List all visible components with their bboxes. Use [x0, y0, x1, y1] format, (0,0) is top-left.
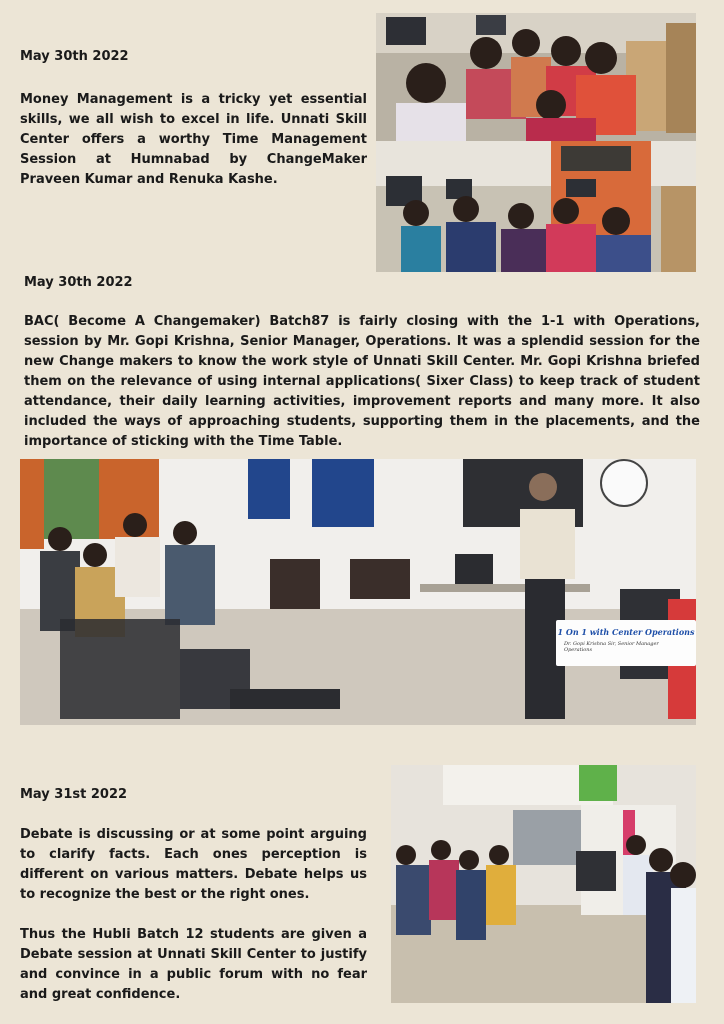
caption-subtitle: Dr. Gopi Krishna Sir, Senior Manager Operations	[564, 641, 659, 653]
section3-text-1: Debate is discussing or at some point arguing to clarify facts. Each ones perception is different on various matters. Debate helps us to recognize the best or the right ones.	[20, 827, 367, 902]
photo-operations-session	[20, 459, 696, 725]
section3-date: May 31st 2022	[20, 787, 128, 802]
photo-debate-session	[391, 765, 696, 1003]
section1-date: May 30th 2022	[20, 49, 129, 64]
section2-date: May 30th 2022	[24, 275, 133, 290]
section2-text: BAC( Become A Changemaker) Batch87 is fairly closing with the 1-1 with Operations, session by Mr. Gopi Krishna, Senior Manager, Operations. It was a splendid session for the new Change makers to know the work style of Unnati Skill Center. Mr. Gopi Krishna briefed them on the relevance of using internal applications( Sixer Class) to keep track of student attendance, their daily learning activities, improvement reports and many more. It also included the ways of approaching students, supporting them in the placements, and the importance of sticking with the Time Table.	[24, 314, 700, 449]
photo-time-management-session-1	[376, 13, 696, 141]
section3-text-2: Thus the Hubli Batch 12 students are given a Debate session at Unnati Skill Center to justify and convince in a public forum with no fear and great confidence.	[20, 927, 367, 1002]
caption-title: 1 On 1 with Center Operations	[557, 627, 695, 637]
photo-caption-card	[556, 620, 696, 666]
section1-text: Money Management is a tricky yet essential skills, we all wish to excel in life. Unnati Skill Center offers a worthy Time Management Session at Humnabad by ChangeMaker Praveen Kumar and Renuka Kashe.	[20, 92, 367, 187]
photo-time-management-session-2	[376, 141, 696, 272]
